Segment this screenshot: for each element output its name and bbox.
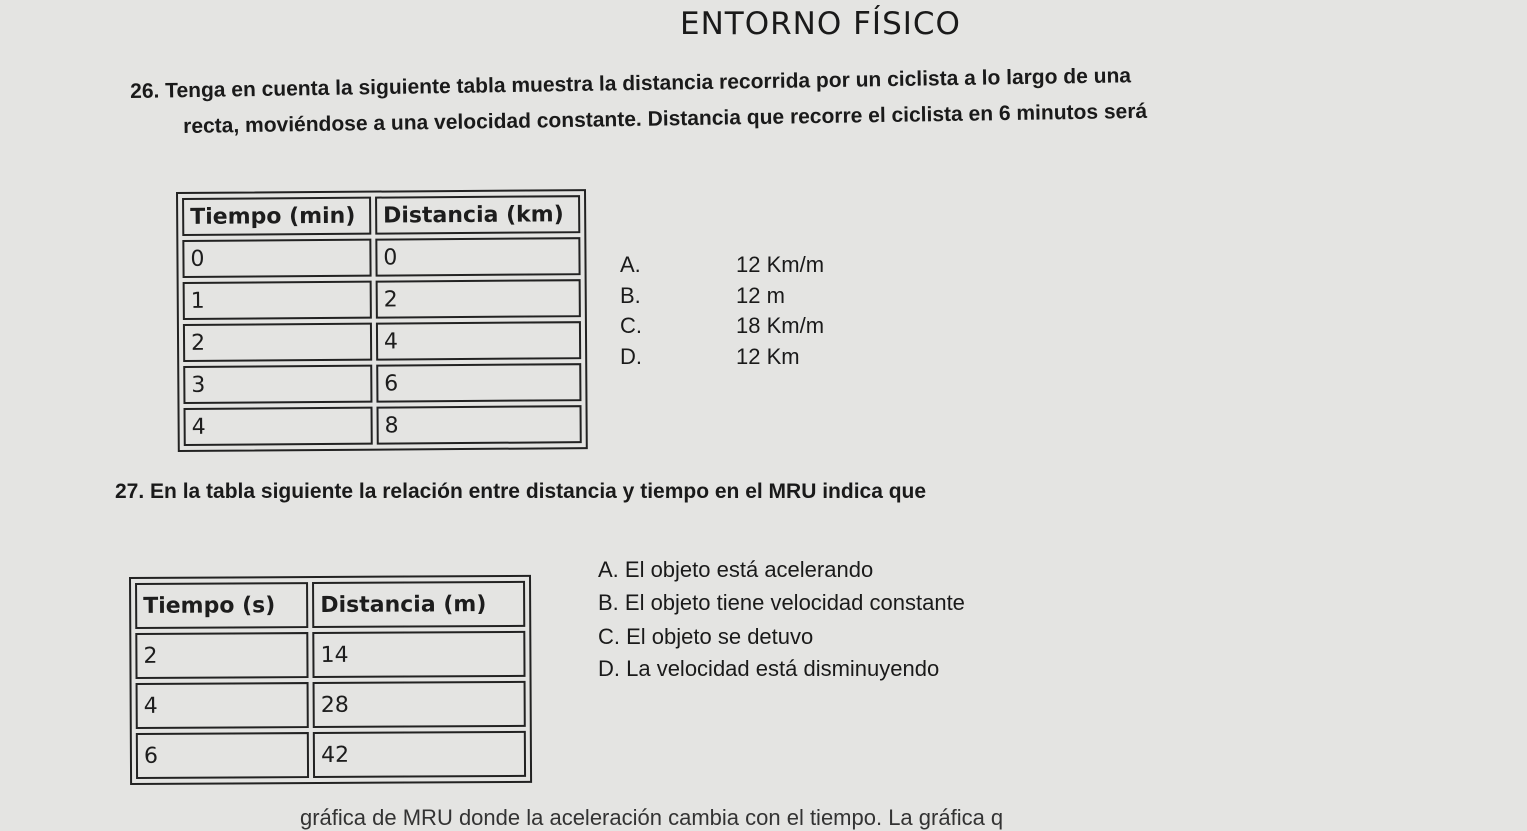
time-distance-table-27 — [129, 575, 532, 785]
cut-off-next-question-text: gráfica de MRU donde la aceleración cambia con el tiempo. La gráfica q — [300, 805, 1004, 830]
table-cell: 2 — [135, 632, 308, 679]
table-cell: 14 — [312, 631, 525, 678]
option-letter: D. — [620, 344, 642, 369]
table-row — [182, 237, 580, 278]
table-cell: 1 — [183, 281, 372, 320]
table-cell: 2 — [183, 323, 372, 362]
table-cell: 42 — [313, 731, 526, 778]
question-26-text-line-2: recta, moviéndose a una velocidad constante. Distancia que recorre el ciclista en 6 minutos será — [183, 99, 1148, 138]
option-text: 12 Km — [736, 344, 800, 369]
table-row — [183, 321, 581, 362]
table-header-row — [182, 195, 580, 236]
table-row — [135, 631, 525, 679]
time-distance-table-26 — [176, 189, 588, 452]
table-row — [184, 405, 582, 446]
table-cell: 28 — [313, 681, 526, 728]
table-cell: 2 — [376, 279, 581, 318]
table-header-cell: Distancia (km) — [375, 195, 580, 234]
answer-option-c[interactable]: C. El objeto se detuvo — [598, 624, 814, 649]
answer-option-a[interactable]: A. El objeto está acelerando — [598, 557, 874, 582]
answer-option-d[interactable]: D. La velocidad está disminuyendo — [598, 656, 940, 681]
table-cell: 6 — [376, 363, 581, 402]
table-header-row — [135, 581, 525, 629]
option-text: 12 Km/m — [736, 252, 825, 277]
option-text: 12 m — [736, 283, 785, 308]
table-cell: 4 — [376, 321, 581, 360]
table-cell: 3 — [183, 365, 372, 404]
table-cell: 6 — [136, 732, 309, 779]
question-27-text: 27. En la tabla siguiente la relación entre distancia y tiempo en el MRU indica que — [115, 480, 927, 503]
table-row — [183, 279, 581, 320]
table-header-cell: Distancia (m) — [312, 581, 525, 628]
table-header-cell: Tiempo (min) — [182, 197, 371, 236]
table-cell: 8 — [376, 405, 581, 444]
option-letter: B. — [620, 283, 641, 308]
page-title: ENTORNO FÍSICO — [680, 6, 961, 42]
table-cell: 0 — [182, 239, 371, 278]
table-row — [183, 363, 581, 404]
option-letter: C. — [620, 313, 642, 338]
table-cell: 0 — [375, 237, 580, 276]
table-cell: 4 — [184, 407, 373, 446]
table-row — [136, 681, 526, 729]
question-26-text-line-1: 26. Tenga en cuenta la siguiente tabla muestra la distancia recorrida por un ciclista a lo largo de una — [130, 64, 1132, 103]
option-letter: A. — [620, 252, 641, 277]
answer-option-b[interactable]: B. El objeto tiene velocidad constante — [598, 590, 965, 615]
table-header-cell: Tiempo (s) — [135, 582, 308, 629]
option-text: 18 Km/m — [736, 313, 825, 338]
table-row — [136, 731, 526, 779]
table-cell: 4 — [136, 682, 309, 729]
